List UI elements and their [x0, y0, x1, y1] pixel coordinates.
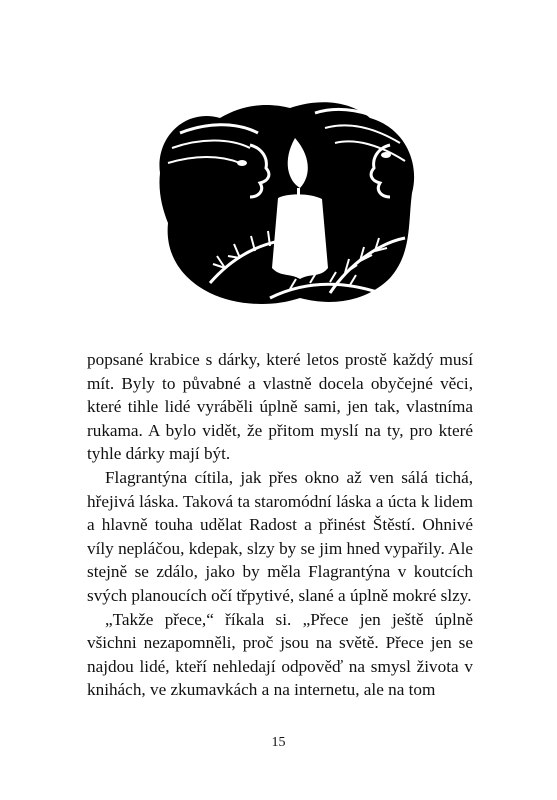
paragraph: popsané krabice s dárky, které letos prostě každý musí mít. Byly to půvabné a vlastně docela obyčejné věci, které tihle lidé vyráběli úplně sami, jen tak, vlastníma rukama. A bylo vidět, že přitom myslí na ty, pro které tyhle dárky mají být.	[87, 350, 473, 464]
candle-illustration	[150, 93, 420, 308]
paragraph: „Takže přece,“ říkala si. „Přece jen ještě úplně všichni nezapomněli, proč jsou na světě. Přece jen se najdou lidé, kteří nehledají odpověď na smysl života v knihách, ve zkumavkách a na internetu, ale na tom	[87, 609, 473, 700]
body-text	[87, 348, 473, 702]
paragraph: Flagrantýna cítila, jak přes okno až ven sálá tichá, hřejivá láska. Taková ta staromódní láska a úcta k lidem a hlavně touha udělat Radost a přinést Štěstí. Ohnivé víly nepláčou, kdepak, slzy by se jim hned vypařily. Ale stejně se zdálo, jako by měla Flagrantýna v koutcích svých planoucích očí třpytivé, slané a úplně mokré slzy.	[87, 467, 473, 605]
page-number: 15	[271, 735, 286, 750]
